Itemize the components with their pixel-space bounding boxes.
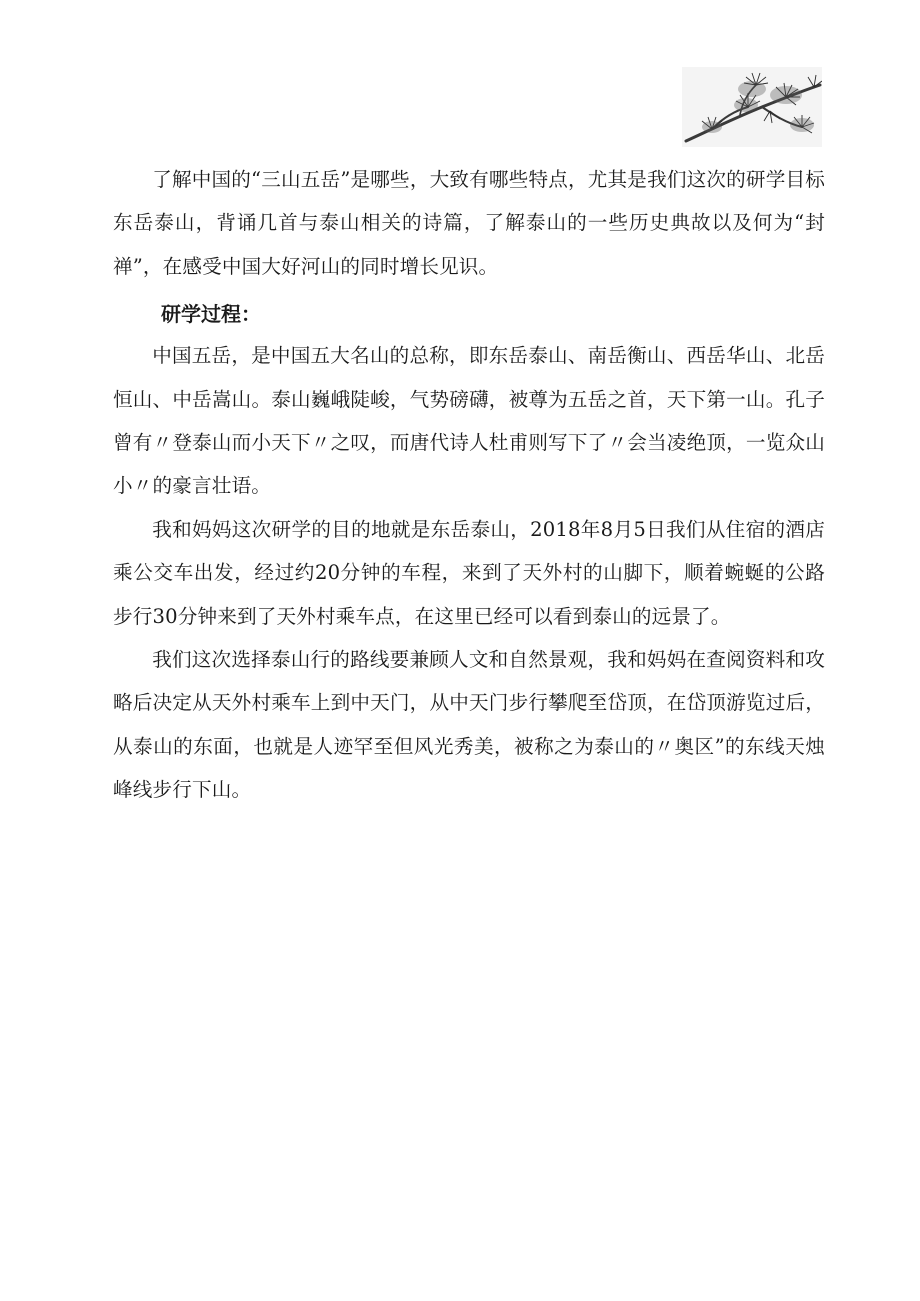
pine-branch-icon [682,67,822,147]
body-paragraph-3: 我们这次选择泰山行的路线要兼顾人文和自然景观，我和妈妈在查阅资料和攻略后决定从天外村乘车上到中天门，从中天门步行攀爬至岱顶，在岱顶游览过后，从泰山的东面，也就是人迹罕至但风光秀美，被称之为泰山的〃奥区”的东线天烛峰线步行下山。 [113,648,825,802]
document-body [113,158,825,812]
body-paragraph-1: 中国五岳，是中国五大名山的总称，即东岳泰山、南岳衡山、西岳华山、北岳恒山、中岳嵩山。泰山巍峨陡峻，气势磅礴，被尊为五岳之首，天下第一山。孔子曾有〃登泰山而小天下〃之叹，而唐代诗人杜甫则写下了〃会当凌绝顶，一览众山小〃的豪言壮语。 [113,344,825,498]
section-heading: 研学过程： [161,302,261,327]
intro-paragraph: 了解中国的“三山五岳”是哪些，大致有哪些特点，尤其是我们这次的研学目标东岳泰山，背诵几首与泰山相关的诗篇，了解泰山的一些历史典故以及何为“封禅”，在感受中国大好河山的同时增长见识。 [113,168,825,278]
body-paragraph-2: 我和妈妈这次研学的目的地就是东岳泰山，2018年8月5日我们从住宿的酒店乘公交车出发，经过约20分钟的车程，来到了天外村的山脚下，顺着蜿蜒的公路步行30分钟来到了天外村乘车点，在这里已经可以看到泰山的远景了。 [113,517,825,628]
